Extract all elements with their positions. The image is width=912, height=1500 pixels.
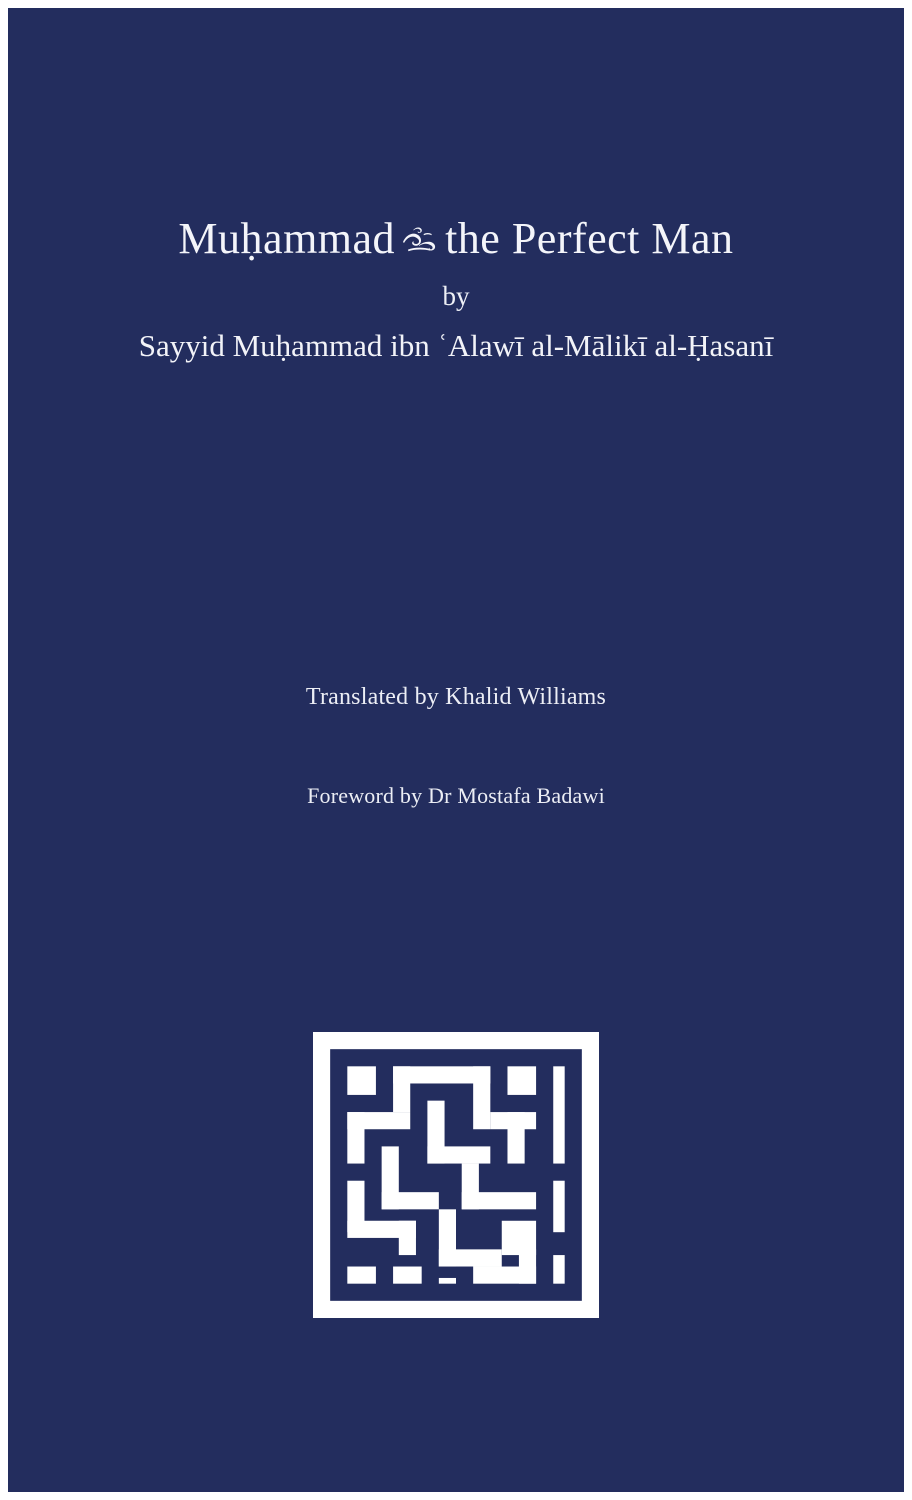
cover-content: [8, 8, 904, 1492]
by-label: by: [442, 280, 470, 311]
book-title-part-1: Muḥammad: [178, 214, 396, 263]
book-title: [8, 214, 904, 265]
book-title-part-2: the Perfect Man: [445, 214, 734, 263]
kufic-emblem-icon: [313, 1030, 599, 1320]
author-name: Sayyid Muḥammad ibn ʿAlawī al-Mālikī al-Ḥasanī: [138, 327, 774, 363]
translator-credit: Translated by Khalid Williams: [305, 684, 607, 710]
cover-canvas: [8, 8, 904, 1492]
foreword-credit: Foreword by Dr Mostafa Badawi: [307, 783, 605, 808]
title-block: [8, 214, 904, 364]
credits-block: [8, 684, 904, 809]
salawat-icon: [401, 223, 439, 257]
